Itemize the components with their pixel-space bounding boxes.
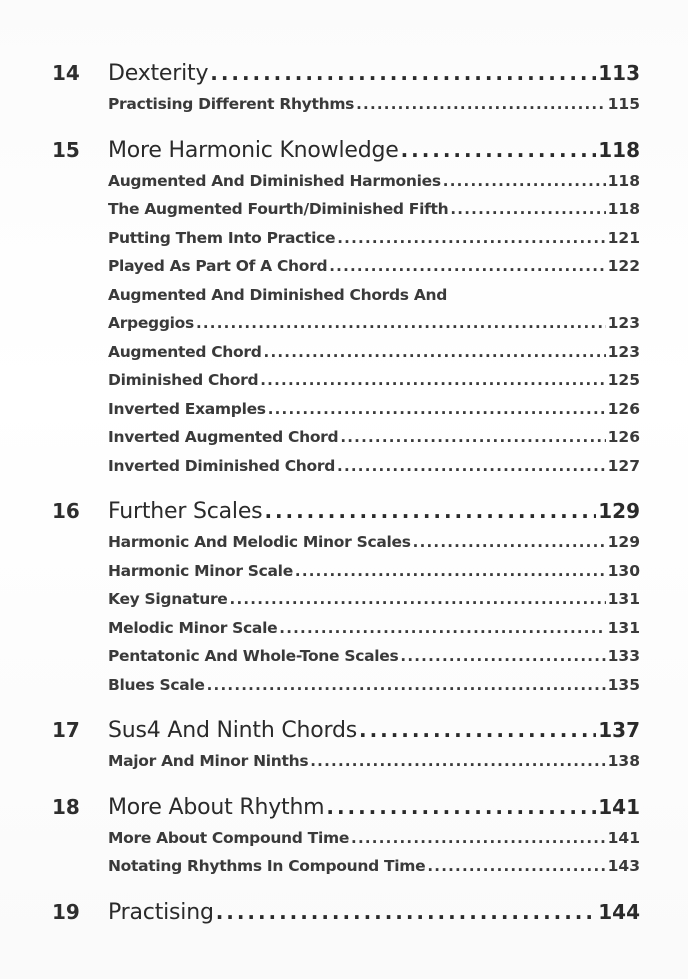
dot-leader bbox=[268, 395, 606, 424]
section-page-number: 118 bbox=[607, 171, 640, 190]
chapter-number: 14 bbox=[52, 61, 80, 85]
dot-leader bbox=[356, 90, 606, 119]
chapter-number: 19 bbox=[52, 899, 80, 924]
dot-leader bbox=[207, 671, 606, 700]
section-title: Practising Different Rhythms bbox=[108, 95, 355, 113]
chapter-entry bbox=[52, 56, 640, 119]
section-title: Major And Minor Ninths bbox=[108, 752, 309, 770]
section-entry[interactable] bbox=[108, 338, 640, 367]
chapter-number: 18 bbox=[52, 794, 80, 819]
section-page-number: 126 bbox=[607, 399, 640, 418]
chapter-heading[interactable] bbox=[52, 133, 640, 167]
table-of-contents bbox=[52, 56, 640, 943]
section-title: Augmented And Diminished Harmonies bbox=[108, 171, 441, 190]
chapter-heading[interactable] bbox=[52, 790, 640, 824]
chapter-number: 17 bbox=[52, 718, 80, 742]
section-page-number: 135 bbox=[607, 675, 640, 694]
dot-leader bbox=[443, 167, 606, 196]
section-title: More About Compound Time bbox=[108, 828, 350, 847]
section-title: Harmonic And Melodic Minor Scales bbox=[108, 533, 411, 551]
section-title: Played As Part Of A Chord bbox=[108, 257, 328, 275]
chapter-title: More Harmonic Knowledge bbox=[108, 137, 399, 163]
dot-leader bbox=[196, 309, 606, 338]
chapter-heading[interactable] bbox=[52, 713, 640, 747]
section-page-number: 118 bbox=[607, 200, 640, 218]
chapter-page-number: 129 bbox=[598, 499, 640, 523]
chapter-title: Sus4 And Ninth Chords bbox=[108, 718, 358, 743]
chapter-heading[interactable] bbox=[52, 494, 640, 528]
section-title: Inverted Diminished Chord bbox=[108, 456, 336, 475]
section-entry[interactable] bbox=[108, 366, 640, 395]
chapter-entry bbox=[52, 790, 640, 881]
section-page-number: 131 bbox=[607, 618, 640, 637]
section-title: Diminished Chord bbox=[108, 371, 259, 389]
section-page-number: 127 bbox=[607, 456, 640, 475]
section-entry[interactable] bbox=[108, 395, 640, 424]
section-entry[interactable] bbox=[108, 585, 640, 614]
section-title: Key Signature bbox=[108, 590, 228, 608]
section-entry[interactable] bbox=[108, 852, 640, 881]
dot-leader bbox=[340, 423, 605, 452]
chapter-page-number: 118 bbox=[598, 137, 640, 162]
section-page-number: 122 bbox=[607, 257, 640, 275]
section-page-number: 123 bbox=[607, 342, 640, 361]
section-page-number: 121 bbox=[607, 228, 640, 247]
section-list bbox=[108, 747, 640, 776]
dot-leader bbox=[450, 195, 605, 224]
section-page-number: 133 bbox=[607, 647, 640, 665]
chapter-title: Further Scales bbox=[108, 499, 263, 524]
chapter-page-number: 137 bbox=[598, 718, 640, 742]
dot-leader bbox=[326, 790, 596, 824]
section-list bbox=[108, 824, 640, 881]
section-title: Putting Them Into Practice bbox=[108, 228, 336, 247]
section-title-first-line[interactable]: Augmented And Diminished Chords And bbox=[108, 285, 448, 304]
section-list bbox=[108, 528, 640, 699]
dot-leader bbox=[310, 747, 605, 776]
section-page-number: 141 bbox=[607, 828, 640, 847]
section-entry[interactable] bbox=[108, 309, 640, 338]
chapter-title: Practising bbox=[108, 899, 214, 925]
section-entry[interactable] bbox=[108, 671, 640, 700]
section-page-number: 130 bbox=[607, 561, 640, 580]
dot-leader bbox=[279, 614, 605, 643]
dot-leader bbox=[216, 895, 597, 929]
chapter-number: 15 bbox=[52, 137, 80, 162]
chapter-entry bbox=[52, 713, 640, 776]
section-entry[interactable] bbox=[108, 423, 640, 452]
section-page-number: 129 bbox=[607, 533, 640, 551]
section-page-number: 143 bbox=[607, 857, 640, 875]
dot-leader bbox=[337, 452, 606, 481]
section-entry[interactable] bbox=[108, 90, 640, 119]
chapter-title: Dexterity bbox=[108, 61, 209, 86]
section-title: The Augmented Fourth/Diminished Fifth bbox=[108, 200, 449, 218]
dot-leader bbox=[264, 338, 606, 367]
dot-leader bbox=[264, 494, 596, 528]
section-entry[interactable] bbox=[108, 557, 640, 586]
section-list bbox=[108, 90, 640, 119]
section-entry[interactable] bbox=[108, 452, 640, 481]
section-entry[interactable] bbox=[108, 252, 640, 281]
section-title: Melodic Minor Scale bbox=[108, 618, 278, 637]
section-page-number: 115 bbox=[607, 95, 640, 113]
section-title: Harmonic Minor Scale bbox=[108, 561, 293, 580]
chapter-page-number: 141 bbox=[598, 794, 640, 819]
chapter-entry bbox=[52, 494, 640, 699]
section-entry[interactable] bbox=[108, 195, 640, 224]
section-title: Augmented Chord bbox=[108, 342, 262, 361]
dot-leader bbox=[359, 713, 596, 747]
section-page-number: 138 bbox=[607, 752, 640, 770]
dot-leader bbox=[329, 252, 605, 281]
section-entry[interactable] bbox=[108, 167, 640, 196]
section-page-number: 131 bbox=[607, 590, 640, 608]
dot-leader bbox=[413, 528, 606, 557]
chapter-title: More About Rhythm bbox=[108, 794, 325, 820]
dot-leader bbox=[210, 56, 596, 90]
section-entry[interactable] bbox=[108, 824, 640, 853]
dot-leader bbox=[230, 585, 606, 614]
dot-leader bbox=[400, 642, 605, 671]
section-title: Arpeggios bbox=[108, 314, 194, 332]
dot-leader bbox=[260, 366, 605, 395]
dot-leader bbox=[337, 224, 605, 253]
chapter-entry bbox=[52, 895, 640, 929]
section-entry[interactable] bbox=[108, 614, 640, 643]
section-entry[interactable] bbox=[108, 642, 640, 671]
section-page-number: 125 bbox=[607, 371, 640, 389]
section-title: Blues Scale bbox=[108, 675, 205, 694]
chapter-number: 16 bbox=[52, 499, 80, 523]
section-entry[interactable] bbox=[108, 747, 640, 776]
chapter-heading[interactable] bbox=[52, 895, 640, 929]
chapter-entry bbox=[52, 133, 640, 481]
section-entry[interactable] bbox=[108, 528, 640, 557]
dot-leader bbox=[295, 557, 606, 586]
section-page-number: 123 bbox=[607, 314, 640, 332]
section-title: Notating Rhythms In Compound Time bbox=[108, 857, 426, 875]
chapter-page-number: 144 bbox=[598, 899, 640, 924]
section-list bbox=[108, 167, 640, 481]
chapter-heading[interactable] bbox=[52, 56, 640, 90]
dot-leader bbox=[401, 133, 597, 167]
chapter-page-number: 113 bbox=[598, 61, 640, 85]
section-title: Inverted Augmented Chord bbox=[108, 428, 339, 446]
section-title: Pentatonic And Whole-Tone Scales bbox=[108, 647, 399, 665]
section-page-number: 126 bbox=[607, 428, 640, 446]
dot-leader bbox=[427, 852, 605, 881]
section-entry[interactable] bbox=[108, 224, 640, 253]
dot-leader bbox=[351, 824, 606, 853]
section-title: Inverted Examples bbox=[108, 399, 266, 418]
